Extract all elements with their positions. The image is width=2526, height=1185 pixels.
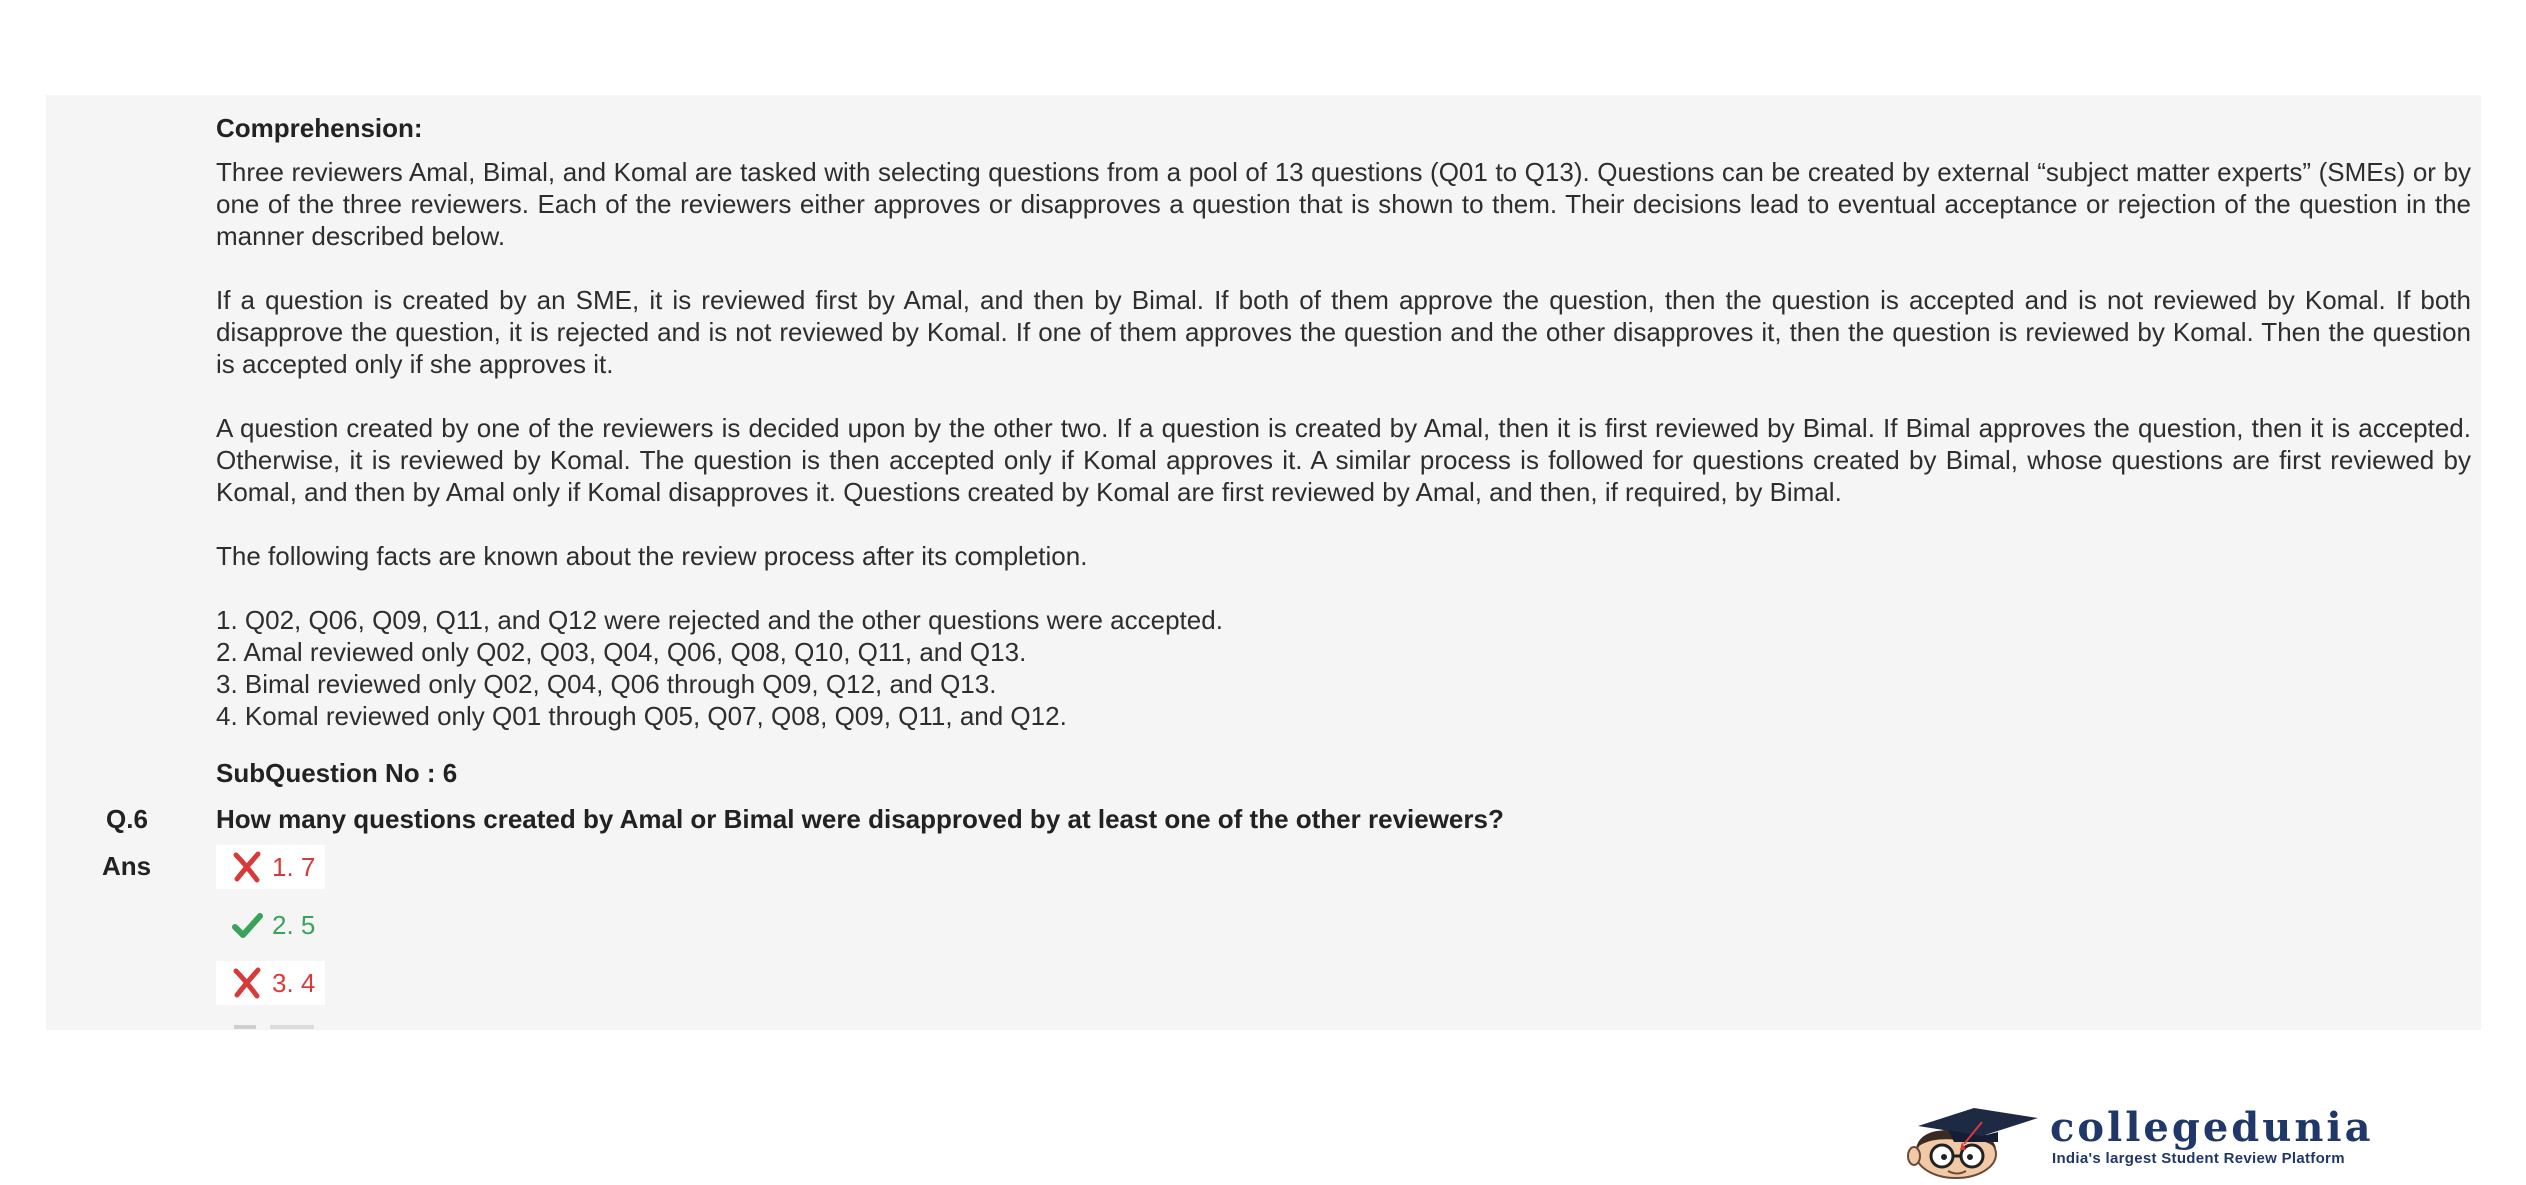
comprehension-title: Comprehension: xyxy=(216,113,423,143)
fact-item: 1. Q02, Q06, Q09, Q11, and Q12 were rejected and the other questions were accepted. xyxy=(216,605,1223,635)
collegedunia-logo xyxy=(1878,1104,2518,1180)
comprehension-paragraph-3: A question created by one of the reviewers is decided upon by the other two. If a question is created by Amal, then it is first reviewed by Bimal. If Bimal approves the question, then it is accepted. Otherwise, it is reviewed by Komal. The question is then accepted only if Komal approves it. A similar process is followed for questions created by Bimal, whose questions are first reviewed by Komal, and then by Amal only if Komal disapproves it. Questions created by Komal are first reviewed by Amal, and then, if required, by Bimal. xyxy=(216,413,2471,507)
checkmark-icon xyxy=(230,908,264,942)
option-text: 1. 7 xyxy=(272,851,316,882)
subquestion-label: SubQuestion No : 6 xyxy=(216,758,458,788)
answer-option-2[interactable] xyxy=(216,903,325,947)
answer-label: Ans xyxy=(102,851,152,881)
cross-icon xyxy=(230,850,264,884)
answer-option-1[interactable] xyxy=(216,845,325,889)
answer-option-3[interactable] xyxy=(216,961,325,1005)
facts-list xyxy=(216,604,2471,732)
logo-wordmark: collegedunia xyxy=(2050,1104,2374,1151)
cross-icon xyxy=(230,966,264,1000)
question-panel xyxy=(46,95,2481,1030)
mascot-graduate-icon xyxy=(1878,1104,2046,1180)
cut-off-option-icon xyxy=(230,1021,330,1030)
fact-item: 3. Bimal reviewed only Q02, Q04, Q06 through Q09, Q12, and Q13. xyxy=(216,669,997,699)
question-number: Q.6 xyxy=(106,804,148,834)
comprehension-paragraph-4: The following facts are known about the review process after its completion. xyxy=(216,541,1088,571)
question-text: How many questions created by Amal or Bimal were disapproved by at least one of the other reviewers? xyxy=(216,804,1504,834)
fact-item: 2. Amal reviewed only Q02, Q03, Q04, Q06, Q08, Q10, Q11, and Q13. xyxy=(216,637,1027,667)
option-text: 2. 5 xyxy=(272,909,316,940)
comprehension-paragraph-2: If a question is created by an SME, it is reviewed first by Amal, and then by Bimal. If both of them approve the question, then the question is accepted and is not reviewed by Komal. If both disapprove the question, it is rejected and is not reviewed by Komal. If one of them approves the question and the other disapproves it, then the question is reviewed by Komal. Then the question is accepted only if she approves it. xyxy=(216,285,2471,379)
fact-item: 4. Komal reviewed only Q01 through Q05, Q07, Q08, Q09, Q11, and Q12. xyxy=(216,701,1067,731)
comprehension-section xyxy=(216,110,2471,732)
comprehension-paragraph-1: Three reviewers Amal, Bimal, and Komal are tasked with selecting questions from a pool of 13 questions (Q01 to Q13). Questions can be created by external “subject matter experts” (SMEs) or by one of the three reviewers. Each of the reviewers either approves or disapproves a question that is shown to them. Their decisions lead to eventual acceptance or rejection of the question in the manner described below. xyxy=(216,157,2471,251)
option-text: 3. 4 xyxy=(272,967,316,998)
logo-tagline: India's largest Student Review Platform xyxy=(2052,1150,2345,1167)
answer-option-4-partial xyxy=(216,1021,360,1030)
